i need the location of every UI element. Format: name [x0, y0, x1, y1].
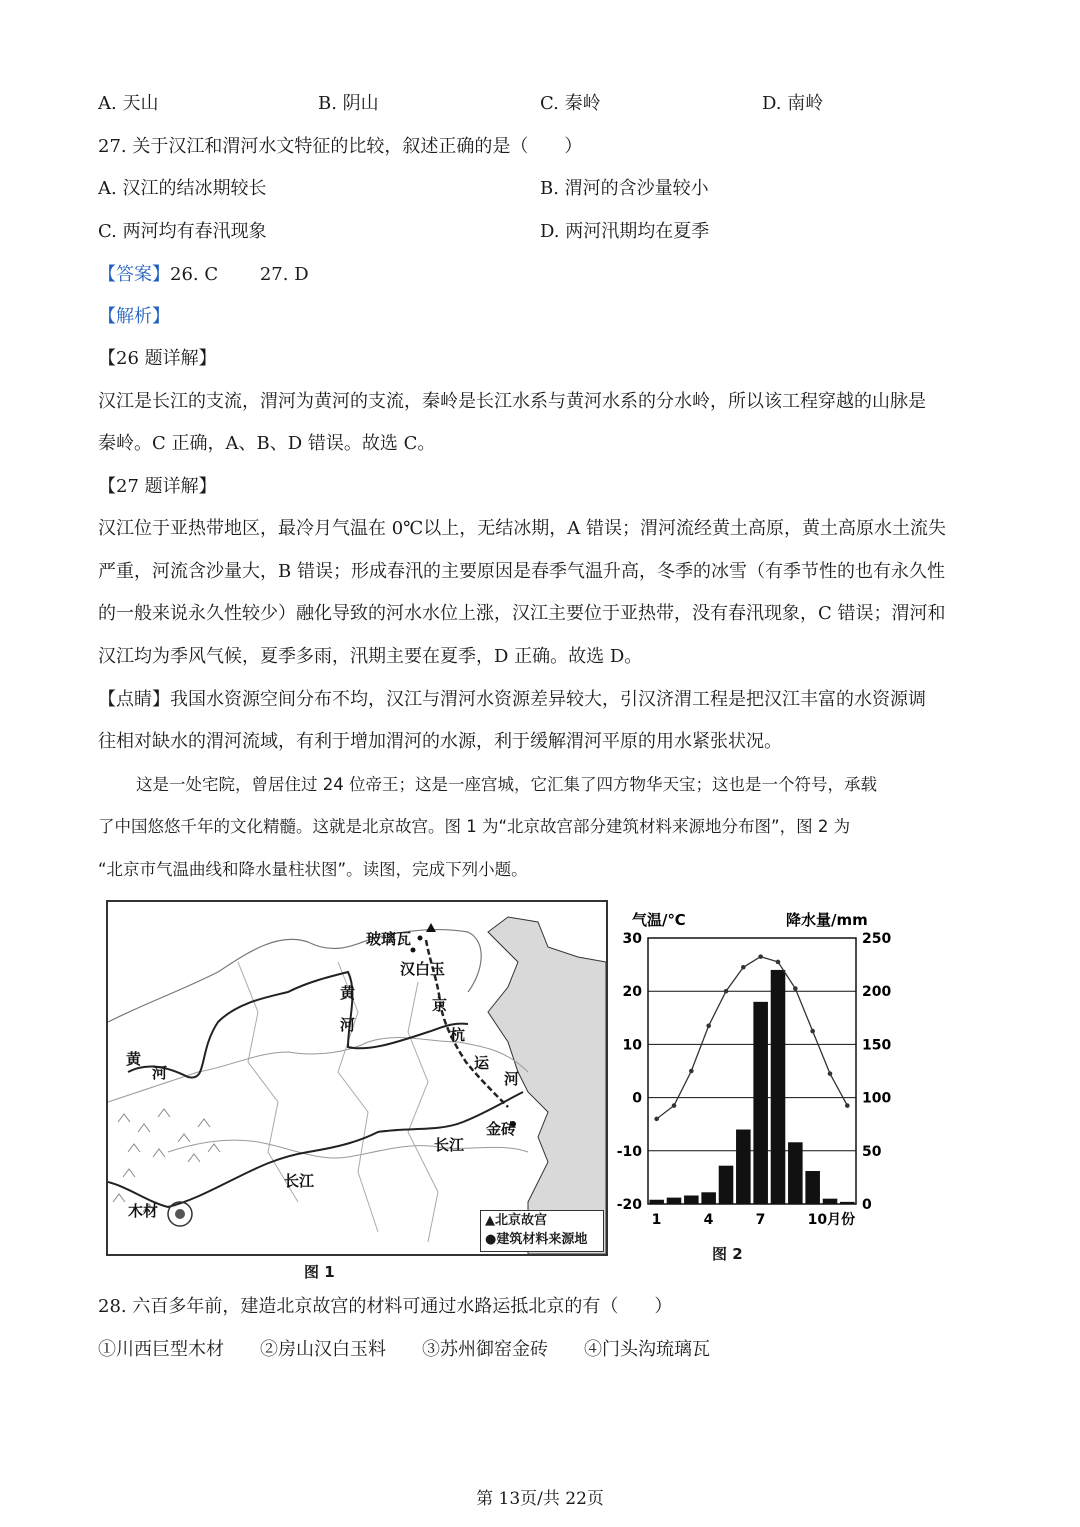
month-tick-label: 4: [703, 1212, 714, 1228]
temperature-point-month-4: [706, 1023, 711, 1028]
precip-bar-month-10: [805, 1171, 820, 1204]
q27-option-c: C. 两河均有春汛现象: [98, 221, 267, 242]
precip-bar-month-8: [771, 970, 786, 1204]
temp-tick-label: 30: [622, 931, 642, 947]
map-label-jing: 京: [432, 996, 448, 1014]
map-label-yun: 运: [474, 1054, 490, 1072]
q28-stem: 28. 六百多年前，建造北京故宫的材料可通过水路运抵北京的有（ ）: [98, 1296, 673, 1317]
chart-left-axis-label: 气温/℃: [632, 911, 686, 929]
temp-tick-label: -20: [616, 1197, 642, 1213]
precip-bar-month-2: [667, 1198, 682, 1204]
temperature-point-month-2: [672, 1103, 677, 1108]
precip-bar-month-6: [736, 1130, 751, 1204]
answer-line: [98, 263, 309, 287]
precip-bar-month-7: [753, 1002, 768, 1204]
region-boundary: [408, 982, 438, 1242]
map-label-jinzhuan: 金砖: [486, 1120, 517, 1138]
source-dot-hanbaiyu: [411, 948, 416, 953]
map-label-huanghe-2: 河: [340, 1016, 356, 1034]
temp-tick-label: 10: [622, 1037, 642, 1054]
chart-frame: [648, 938, 856, 1204]
q27-detail-line: 的一般来说永久性较少）融化导致的河水水位上涨，汉江主要位于亚热带，没有春汛现象，C 错误；渭河和: [98, 603, 946, 624]
map-label-liuliwa: 玻璃瓦: [366, 930, 412, 948]
precip-tick-label: 0: [862, 1197, 872, 1213]
q26-option-a: A. 天山: [98, 93, 159, 114]
story-line: “北京市气温曲线和降水量柱状图”。读图，完成下列小题。: [98, 860, 528, 879]
precip-tick-label: 100: [862, 1090, 892, 1107]
q26-option-d: D. 南岭: [762, 93, 824, 114]
story-line: 这是一处宅院，曾居住过 24 位帝王；这是一座宫城，它汇集了四方物华天宝；这也是一个符号，承载: [136, 775, 877, 794]
dianjing-label: 【点睛】: [98, 689, 170, 710]
temperature-point-month-3: [689, 1069, 694, 1074]
q27-stem: 27. 关于汉江和渭河水文特征的比较，叙述正确的是（ ）: [98, 136, 583, 157]
precip-bar-month-9: [788, 1142, 803, 1204]
mountain-texture: [113, 1109, 220, 1212]
q26-detail-title: 【26 题详解】: [98, 348, 217, 369]
map-label-huang-west-2: 河: [152, 1064, 168, 1082]
legend-item-palace: ▲北京故宫: [485, 1213, 547, 1228]
precip-bar-month-5: [719, 1166, 734, 1204]
q26-detail-line: 汉江是长江的支流，渭河为黄河的支流，秦岭是长江水系与黄河水系的分水岭，所以该工程穿越的山脉是: [98, 391, 926, 412]
precip-bar-month-3: [684, 1195, 699, 1204]
q27-option-a: A. 汉江的结冰期较长: [98, 178, 267, 199]
month-tick-label: 7: [755, 1212, 766, 1228]
temperature-point-month-6: [741, 965, 746, 970]
dianjing-line: 往相对缺水的渭河流域，有利于增加渭河的水源，利于缓解渭河平原的用水紧张状况。: [98, 731, 782, 752]
beijing-palace-marker: [426, 923, 436, 932]
q26-option-b: B. 阴山: [318, 93, 379, 114]
precip-tick-label: 250: [862, 931, 892, 947]
temperature-line: [657, 957, 848, 1119]
temperature-point-month-12: [845, 1103, 850, 1108]
legend-item-source: ●建筑材料来源地: [485, 1232, 588, 1247]
map-label-hang: 杭: [450, 1026, 466, 1044]
map-drawing: [108, 902, 606, 1254]
month-tick-label: 10月份: [807, 1212, 856, 1228]
q27-detail-line: 汉江均为季风气候，夏季多雨，汛期主要在夏季，D 正确。故选 D。: [98, 646, 643, 667]
map-label-huanghe-1: 黄: [340, 984, 356, 1002]
temperature-point-month-8: [776, 960, 781, 965]
q27-detail-line: 严重，河流含沙量大，B 错误；形成春汛的主要原因是春季气温升高，冬季的冰雪（有季节性的也有永久性: [98, 561, 945, 582]
precip-bar-month-1: [649, 1200, 664, 1204]
temperature-point-month-9: [793, 986, 798, 991]
answer-values: 26. C 27. D: [170, 264, 309, 285]
map-label-huang-west-1: 黄: [126, 1050, 142, 1068]
precip-tick-label: 50: [862, 1143, 882, 1160]
map-label-changjiang-west: 长江: [284, 1172, 315, 1190]
q27-detail-title: 【27 题详解】: [98, 476, 217, 497]
figure-1-map: [106, 900, 608, 1256]
temp-tick-label: -10: [616, 1143, 642, 1160]
map-legend: [480, 1210, 604, 1252]
q27-option-d: D. 两河汛期均在夏季: [540, 221, 710, 242]
q28-items: ①川西巨型木材 ②房山汉白玉料 ③苏州御窑金砖 ④门头沟琉璃瓦: [98, 1339, 710, 1360]
q26-option-c: C. 秦岭: [540, 93, 601, 114]
precip-bar-month-4: [701, 1192, 716, 1204]
figure-1-caption: 图 1: [304, 1263, 335, 1281]
precip-bar-month-11: [823, 1199, 838, 1204]
chart-right-axis-label: 降水量/mm: [786, 911, 868, 929]
precip-tick-label: 150: [862, 1037, 892, 1054]
dianjing-text: 我国水资源空间分布不均，汉江与渭河水资源差异较大，引汉济渭工程是把汉江丰富的水资源调: [170, 689, 926, 710]
dianjing-line: [98, 688, 926, 712]
analysis-label: 【解析】: [98, 306, 170, 327]
temperature-point-month-5: [724, 989, 729, 994]
q27-detail-line: 汉江位于亚热带地区，最冷月气温在 0℃以上，无结冰期，A 错误；渭河流经黄土高原，黄土高原水土流失: [98, 518, 947, 539]
story-line: 了中国悠悠千年的文化精髓。这就是北京故宫。图 1 为“北京故宫部分建筑材料来源地分布图”，图 2 为: [98, 817, 851, 836]
answer-label: 【答案】: [98, 264, 170, 285]
temp-tick-label: 0: [632, 1090, 642, 1107]
figure-2-caption: 图 2: [712, 1245, 743, 1263]
map-label-mucai: 木材: [128, 1202, 159, 1220]
q27-option-b: B. 渭河的含沙量较小: [540, 178, 709, 199]
temperature-point-month-1: [654, 1117, 659, 1122]
page-footer: 第 13页/共 22页: [476, 1489, 604, 1509]
region-boundary: [238, 962, 298, 1202]
precip-bar-month-12: [840, 1202, 855, 1204]
temperature-point-month-10: [810, 1029, 815, 1034]
temperature-point-month-7: [758, 954, 763, 959]
map-label-hanbaiyu: 汉白玉: [400, 960, 446, 978]
source-dot-liuliwa: [418, 936, 423, 941]
temp-tick-label: 20: [622, 984, 642, 1001]
map-label-changjiang-east: 长江: [434, 1136, 465, 1154]
temperature-point-month-11: [828, 1071, 833, 1076]
map-label-he: 河: [504, 1070, 520, 1088]
figure-2-chart: [606, 898, 906, 1228]
q26-detail-line: 秦岭。C 正确，A、B、D 错误。故选 C。: [98, 433, 436, 454]
month-tick-label: 1: [651, 1212, 662, 1228]
precip-tick-label: 200: [862, 984, 892, 1001]
source-dot-mucai-inner: [175, 1209, 185, 1219]
